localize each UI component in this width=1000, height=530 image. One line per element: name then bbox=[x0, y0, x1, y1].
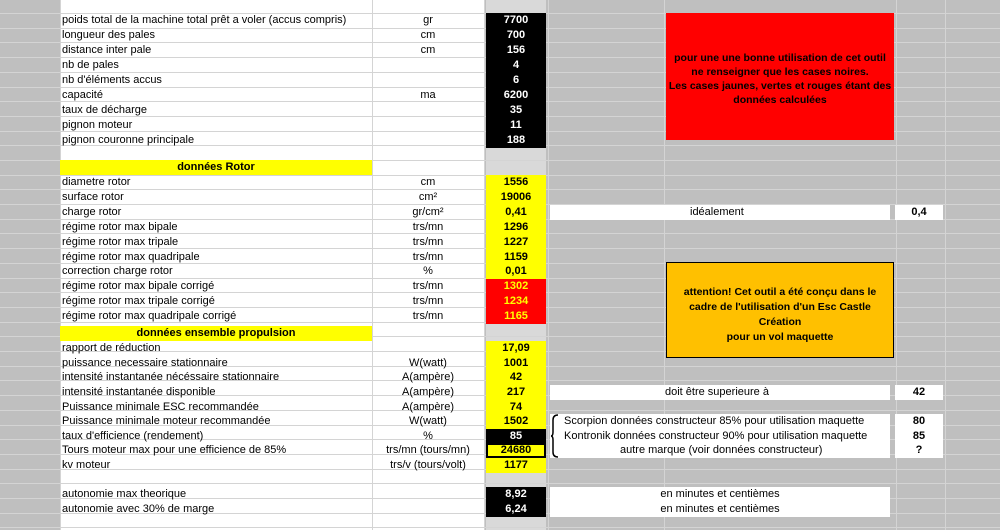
ideal-label: idéalement bbox=[690, 206, 744, 218]
propulsion-row-label: intensité instantanée disponible bbox=[62, 386, 216, 398]
manufacturer-scorpion: Scorpion données constructeur 85% pour utilisation maquette bbox=[564, 415, 865, 427]
propulsion-row-unit: W(watt) bbox=[409, 415, 447, 427]
rotor-row-unit: trs/mn bbox=[412, 295, 444, 307]
propulsion-row bbox=[0, 356, 1000, 371]
propulsion-row-label: Tours moteur max pour une efficience de 85% bbox=[62, 444, 287, 456]
manufacturer-other-value[interactable]: ? bbox=[915, 444, 923, 456]
rotor-row-label: régime rotor max bipale bbox=[62, 221, 178, 233]
autonomy-row-note: en minutes et centièmes bbox=[550, 502, 890, 517]
input-row-unit: ma bbox=[420, 89, 436, 101]
orange-warning-note bbox=[666, 262, 894, 358]
input-row-label: capacité bbox=[62, 89, 103, 101]
rotor-row-label: diametre rotor bbox=[62, 176, 131, 188]
rotor-row-value[interactable]: 0,41 bbox=[486, 205, 546, 220]
superior-label: doit être superieure à bbox=[665, 386, 769, 398]
rotor-row-value[interactable]: 1165 bbox=[486, 309, 546, 324]
input-row-label: nb d'éléments accus bbox=[62, 74, 162, 86]
rotor-row-value[interactable]: 1227 bbox=[486, 235, 546, 250]
propulsion-row-unit: trs/mn (tours/mn) bbox=[386, 444, 470, 456]
input-row-unit bbox=[372, 58, 484, 73]
input-row-value[interactable]: 6200 bbox=[486, 88, 546, 103]
rotor-row-label: charge rotor bbox=[62, 206, 122, 218]
rotor-row-label: surface rotor bbox=[62, 191, 124, 203]
input-row-unit: gr bbox=[423, 14, 433, 26]
input-row-label: longueur des pales bbox=[62, 29, 155, 41]
input-row-label: nb de pales bbox=[62, 59, 119, 71]
propulsion-row bbox=[0, 400, 1000, 415]
propulsion-row-value[interactable]: 1177 bbox=[486, 458, 546, 473]
rotor-row bbox=[0, 220, 1000, 235]
input-row-unit: cm bbox=[420, 29, 436, 41]
propulsion-row-unit: A(ampère) bbox=[402, 401, 454, 413]
rotor-row-unit: % bbox=[423, 265, 433, 277]
brace-icon bbox=[551, 414, 559, 458]
red-note-line1: pour une une bonne utilisation de cet outil bbox=[674, 52, 886, 64]
rotor-row-unit: trs/mn bbox=[412, 251, 444, 263]
rotor-row-unit: trs/mn bbox=[412, 310, 444, 322]
rotor-row bbox=[0, 235, 1000, 250]
rotor-row-label: régime rotor max quadripale corrigé bbox=[62, 310, 237, 322]
manufacturer-kontronik: Kontronik données constructeur 90% pour utilisation maquette bbox=[564, 430, 868, 442]
autonomy-row-note: en minutes et centièmes bbox=[550, 487, 890, 502]
input-row-label: poids total de la machine total prêt a voler (accus compris) bbox=[62, 14, 347, 26]
rotor-row-unit: gr/cm² bbox=[412, 206, 444, 218]
rotor-row-label: correction charge rotor bbox=[62, 265, 173, 277]
rotor-row-label: régime rotor max bipale corrigé bbox=[62, 280, 215, 292]
propulsion-row-unit: trs/v (tours/volt) bbox=[390, 459, 466, 471]
orange-note-line2: cadre de l'utilisation d'un Esc Castle Création bbox=[689, 301, 871, 328]
rotor-row-value[interactable]: 1556 bbox=[486, 175, 546, 190]
rotor-row-value[interactable]: 19006 bbox=[486, 190, 546, 205]
autonomy-row bbox=[0, 487, 1000, 502]
autonomy-row-value[interactable]: 8,92 bbox=[486, 487, 546, 502]
rotor-row-unit: trs/mn bbox=[412, 221, 444, 233]
rotor-row-label: régime rotor max quadripale bbox=[62, 251, 200, 263]
rotor-row-label: régime rotor max tripale corrigé bbox=[62, 295, 215, 307]
manufacturer-kontronik-value[interactable]: 85 bbox=[912, 430, 926, 442]
input-row-value[interactable]: 700 bbox=[486, 28, 546, 43]
propulsion-row-label: rapport de réduction bbox=[62, 342, 161, 354]
propulsion-row-label: puissance necessaire stationnaire bbox=[62, 357, 228, 369]
propulsion-row-value[interactable]: 1001 bbox=[486, 356, 546, 371]
rotor-row-value[interactable]: 1302 bbox=[486, 279, 546, 294]
red-note-line2: ne renseigner que les cases noires. bbox=[691, 66, 869, 78]
manufacturer-scorpion-value[interactable]: 80 bbox=[912, 415, 926, 427]
propulsion-row-value[interactable]: 24680 bbox=[486, 443, 546, 458]
propulsion-row-unit: A(ampère) bbox=[402, 371, 454, 383]
propulsion-row bbox=[0, 458, 1000, 473]
propulsion-row-value[interactable]: 217 bbox=[486, 385, 546, 400]
input-row-value[interactable]: 35 bbox=[486, 103, 546, 118]
input-row-value[interactable]: 156 bbox=[486, 43, 546, 58]
red-note-line3: Les cases jaunes, vertes et rouges étant des bbox=[668, 80, 892, 92]
rotor-row-unit: cm² bbox=[418, 191, 438, 203]
rotor-row-label: régime rotor max tripale bbox=[62, 236, 179, 248]
input-row-value[interactable]: 6 bbox=[486, 73, 546, 88]
input-row-unit: cm bbox=[420, 44, 436, 56]
input-row-unit bbox=[372, 118, 484, 133]
rotor-row bbox=[0, 190, 1000, 205]
input-row-label: pignon moteur bbox=[62, 119, 133, 131]
superior-value[interactable]: 42 bbox=[912, 386, 926, 398]
propulsion-row-value[interactable]: 17,09 bbox=[486, 341, 546, 356]
propulsion-row-unit bbox=[372, 341, 484, 356]
input-row-label: distance inter pale bbox=[62, 44, 152, 56]
rotor-row-value[interactable]: 1296 bbox=[486, 220, 546, 235]
rotor-row-value[interactable]: 1159 bbox=[486, 250, 546, 265]
rotor-row bbox=[0, 175, 1000, 190]
input-row-value[interactable]: 188 bbox=[486, 133, 546, 148]
input-row-value[interactable]: 7700 bbox=[486, 13, 546, 28]
propulsion-row-value[interactable]: 85 bbox=[486, 429, 546, 444]
rotor-row-unit: trs/mn bbox=[412, 236, 444, 248]
orange-note-line3: pour un vol maquette bbox=[726, 331, 834, 343]
manufacturer-other: autre marque (voir données constructeur) bbox=[620, 444, 823, 456]
autonomy-row-label: autonomie max theorique bbox=[62, 488, 187, 500]
input-row-unit bbox=[372, 73, 484, 88]
input-row-value[interactable]: 11 bbox=[486, 118, 546, 133]
propulsion-row-unit: W(watt) bbox=[409, 357, 447, 369]
ideal-value[interactable]: 0,4 bbox=[911, 206, 927, 218]
propulsion-row-unit: A(ampère) bbox=[402, 386, 454, 398]
rotor-row-value[interactable]: 1234 bbox=[486, 294, 546, 309]
autonomy-row-value[interactable]: 6,24 bbox=[486, 502, 546, 517]
propulsion-row-value[interactable]: 42 bbox=[486, 370, 546, 385]
propulsion-row-label: taux d'efficience (rendement) bbox=[62, 430, 204, 442]
rotor-row-value[interactable]: 0,01 bbox=[486, 264, 546, 279]
propulsion-row-label: Puissance minimale moteur recommandée bbox=[62, 415, 271, 427]
propulsion-row bbox=[0, 370, 1000, 385]
orange-note-line1: attention! Cet outil a été conçu dans le bbox=[683, 286, 877, 298]
autonomy-row bbox=[0, 502, 1000, 517]
propulsion-row-label: kv moteur bbox=[62, 459, 111, 471]
rotor-row-unit: trs/mn bbox=[412, 280, 444, 292]
input-row-unit bbox=[372, 103, 484, 118]
rotor-row-unit: cm bbox=[420, 176, 436, 188]
input-row-label: pignon couronne principale bbox=[62, 134, 195, 146]
section-propulsion-header: données ensemble propulsion bbox=[60, 326, 372, 341]
propulsion-row-value[interactable]: 74 bbox=[486, 400, 546, 415]
propulsion-row-unit: % bbox=[423, 430, 433, 442]
propulsion-row-label: Puissance minimale ESC recommandée bbox=[62, 401, 259, 413]
input-row-label: taux de décharge bbox=[62, 104, 148, 116]
propulsion-row-value[interactable]: 1502 bbox=[486, 414, 546, 429]
input-row-value[interactable]: 4 bbox=[486, 58, 546, 73]
red-instruction-note bbox=[666, 13, 894, 140]
input-row-unit bbox=[372, 133, 484, 148]
autonomy-row-label: autonomie avec 30% de marge bbox=[62, 503, 215, 515]
propulsion-row-label: intensité instantanée nécéssaire stationnaire bbox=[62, 371, 280, 383]
red-note-line4: données calculées bbox=[733, 94, 827, 106]
section-rotor-header: données Rotor bbox=[60, 160, 372, 175]
